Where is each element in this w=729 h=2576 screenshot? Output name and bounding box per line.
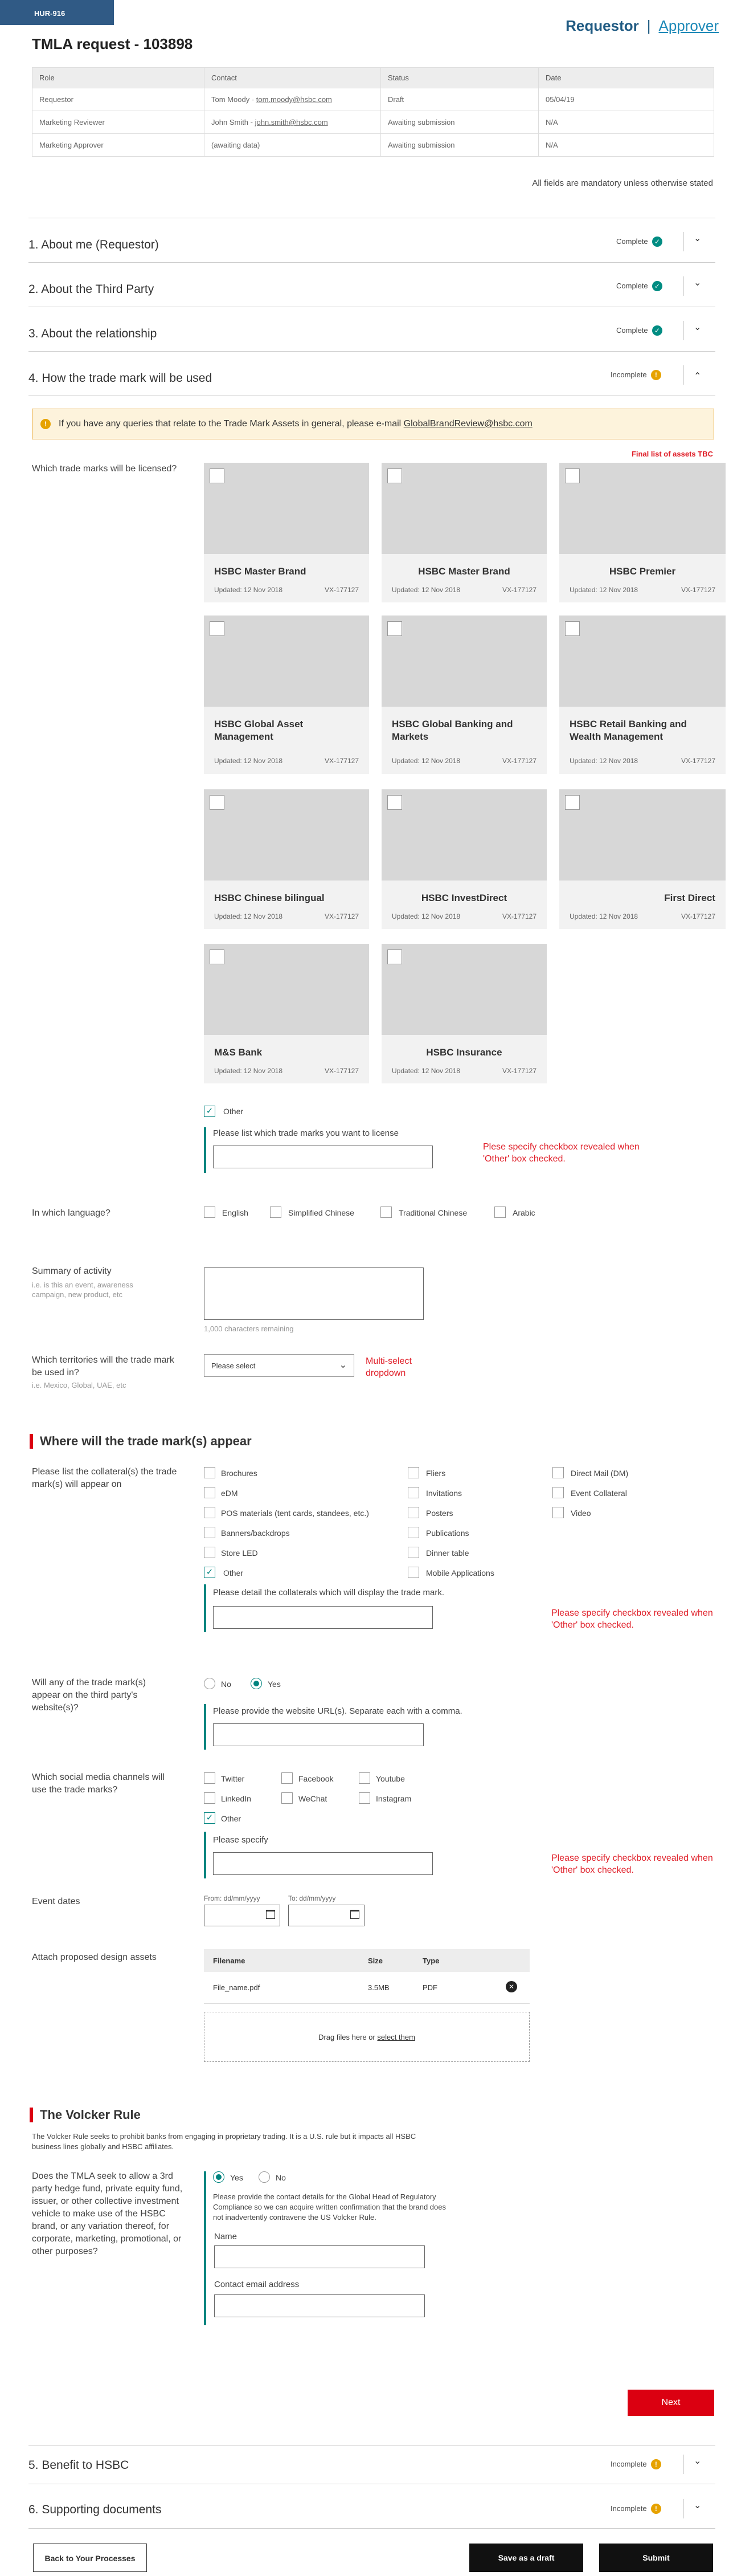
collateral-other-checkbox[interactable]: ✓ xyxy=(204,1567,215,1578)
col-type: Type xyxy=(423,1957,440,1965)
row-contact xyxy=(204,88,381,111)
collateral-checkbox[interactable] xyxy=(204,1547,215,1558)
status-text: Incomplete xyxy=(611,2460,647,2468)
section-2-title[interactable]: 2. About the Third Party xyxy=(28,283,154,296)
social-label: Youtube xyxy=(376,1774,405,1783)
divider xyxy=(28,2528,715,2529)
brand-review-email-link[interactable]: GlobalBrandReview@hsbc.com xyxy=(403,419,533,429)
collateral-checkbox[interactable] xyxy=(408,1567,419,1578)
trademark-code: VX-177127 xyxy=(502,586,536,594)
volcker-question: Does the TMLA seek to allow a 3rd party hedge fund, private equity fund, issuer, or other collective investment vehicle to make use of the HSBC brand, or any variation thereof, for corporate, marketing, promotional, or other purposes? xyxy=(32,2171,183,2256)
from-date-input[interactable] xyxy=(204,1905,280,1926)
section-2-status xyxy=(616,281,662,291)
select-files-link[interactable]: select them xyxy=(377,2033,415,2041)
trademark-code: VX-177127 xyxy=(681,912,715,920)
col-role: Role xyxy=(32,68,204,88)
trademark-code: VX-177127 xyxy=(324,1067,359,1075)
collateral-checkbox[interactable] xyxy=(552,1487,564,1498)
trademark-checkbox[interactable] xyxy=(565,468,580,483)
check-icon: ✓ xyxy=(652,237,662,247)
volcker-no-radio[interactable] xyxy=(259,2171,270,2183)
social-checkbox[interactable] xyxy=(204,1772,215,1784)
divider xyxy=(28,351,715,352)
trademark-name: HSBC Global Asset Management xyxy=(214,719,304,742)
trademark-card[interactable] xyxy=(382,463,547,602)
trademark-image xyxy=(382,463,547,554)
trademark-name: HSBC Retail Banking and Wealth Management xyxy=(570,719,687,742)
table-row xyxy=(32,88,714,111)
contact-email-input[interactable] xyxy=(214,2294,425,2317)
summary-question: Summary of activity xyxy=(32,1266,112,1276)
social-checkbox[interactable] xyxy=(359,1772,370,1784)
trademark-updated: Updated: 12 Nov 2018 xyxy=(214,912,283,920)
collateral-label: Banners/backdrops xyxy=(221,1529,290,1538)
collateral-checkbox[interactable] xyxy=(204,1487,215,1498)
website-url-input[interactable] xyxy=(213,1723,424,1746)
trademark-code: VX-177127 xyxy=(502,912,536,920)
collateral-detail-input[interactable] xyxy=(213,1606,433,1629)
row-role: Requestor xyxy=(32,88,204,111)
lang-english-checkbox[interactable] xyxy=(204,1207,215,1218)
volcker-no-label: No xyxy=(276,2173,286,2182)
social-question: Which social media channels will use the trade marks? xyxy=(32,1772,165,1795)
chevron-down-icon[interactable]: ⌄ xyxy=(694,2456,702,2466)
collateral-reveal-note: Please specify checkbox revealed when 'Other' box checked. xyxy=(551,1608,713,1630)
section-5-status xyxy=(611,2459,661,2469)
language-question: In which language? xyxy=(32,1208,110,1218)
collaterals-question: Please list the collateral(s) the trade mark(s) will appear on xyxy=(32,1467,177,1489)
trademark-updated: Updated: 12 Nov 2018 xyxy=(392,586,461,594)
row-date: 05/04/19 xyxy=(539,88,714,111)
chevron-down-icon[interactable]: ⌄ xyxy=(694,323,702,332)
trademark-image xyxy=(204,789,369,881)
chevron-down-icon: ⌄ xyxy=(339,1360,347,1370)
reveal-bar xyxy=(204,1832,206,1878)
status-text: Incomplete xyxy=(611,370,647,379)
social-label: Other xyxy=(221,1814,241,1823)
summary-hint: i.e. is this an event, awareness campaign, new product, etc xyxy=(32,1281,133,1299)
other-reveal-note: Plese specify checkbox revealed when 'Other' box checked. xyxy=(483,1142,640,1164)
warning-icon: ! xyxy=(40,419,51,429)
lang-traditional-label: Traditional Chinese xyxy=(399,1208,468,1217)
file-name: File_name.pdf xyxy=(213,1983,260,1992)
trademark-updated: Updated: 12 Nov 2018 xyxy=(392,1067,461,1075)
trademark-name: HSBC Master Brand xyxy=(418,566,510,577)
trademark-card[interactable] xyxy=(204,944,369,1083)
row-status: Draft xyxy=(381,88,539,111)
calendar-icon[interactable] xyxy=(266,1910,275,1919)
col-date: Date xyxy=(539,68,714,88)
trademark-card[interactable] xyxy=(559,616,726,774)
trademark-checkbox[interactable] xyxy=(210,621,224,636)
collateral-label: Publications xyxy=(426,1529,469,1538)
file-size: 3.5MB xyxy=(368,1983,390,1992)
social-checkbox[interactable] xyxy=(281,1772,293,1784)
next-button[interactable]: Next xyxy=(628,2390,714,2416)
collateral-label: eDM xyxy=(221,1489,238,1498)
approver-link[interactable]: Approver xyxy=(658,17,719,34)
attach-label: Attach proposed design assets xyxy=(32,1953,157,1962)
trademark-updated: Updated: 12 Nov 2018 xyxy=(392,757,461,765)
trademark-card[interactable] xyxy=(204,463,369,602)
table-row xyxy=(32,111,714,134)
role-switcher xyxy=(566,17,719,35)
collateral-label: Other xyxy=(223,1568,244,1578)
row-date: N/A xyxy=(539,111,714,134)
social-label: Twitter xyxy=(221,1774,245,1783)
collateral-label: Dinner table xyxy=(426,1548,469,1558)
trademarks-question: Which trade marks will be licensed? xyxy=(32,464,177,474)
status-text: Incomplete xyxy=(611,2504,647,2513)
where-heading: Where will the trade mark(s) appear xyxy=(40,1434,252,1448)
other-trademark-checkbox[interactable]: ✓ xyxy=(204,1106,215,1117)
trademark-card[interactable] xyxy=(559,463,726,602)
section-4-status xyxy=(611,370,661,380)
trademark-image xyxy=(204,616,369,707)
trademark-checkbox[interactable] xyxy=(210,468,224,483)
section-5-title[interactable]: 5. Benefit to HSBC xyxy=(28,2459,129,2472)
trademark-code: VX-177127 xyxy=(324,586,359,594)
contact-name: (awaiting data) xyxy=(211,141,260,149)
lang-english-label: English xyxy=(222,1208,248,1217)
trademark-image xyxy=(204,463,369,554)
trademark-checkbox[interactable] xyxy=(387,468,402,483)
to-label: To: dd/mm/yyyy xyxy=(288,1894,336,1902)
drop-instruction: Drag files here or xyxy=(318,2033,378,2041)
social-label: Facebook xyxy=(298,1774,334,1783)
trademark-image xyxy=(382,789,547,881)
divider xyxy=(683,232,684,251)
territories-question: Which territories will the trade mark be used in? xyxy=(32,1355,174,1377)
remove-file-icon[interactable]: ✕ xyxy=(506,1981,517,1992)
row-role: Marketing Reviewer xyxy=(32,111,204,134)
collateral-checkbox[interactable] xyxy=(408,1467,419,1478)
trademark-checkbox[interactable] xyxy=(387,621,402,636)
contact-name: John Smith - xyxy=(211,118,255,127)
contact-email-label: Contact email address xyxy=(214,2280,300,2289)
summary-textarea[interactable] xyxy=(204,1267,424,1320)
requestor-link[interactable]: Requestor xyxy=(566,17,639,34)
collateral-checkbox[interactable] xyxy=(552,1467,564,1478)
volcker-heading: The Volcker Rule xyxy=(40,2108,141,2122)
save-draft-button[interactable]: Save as a draft xyxy=(469,2544,583,2572)
trademark-image xyxy=(559,463,726,554)
warning-icon: ! xyxy=(651,2504,661,2514)
chevron-down-icon[interactable]: ⌄ xyxy=(694,234,702,243)
section-1-status xyxy=(616,237,662,247)
trademark-name: HSBC Premier xyxy=(609,566,676,577)
contact-email-link[interactable]: john.smith@hsbc.com xyxy=(255,118,328,127)
other-label: Other xyxy=(223,1107,244,1116)
file-row xyxy=(204,1972,530,2004)
divider xyxy=(683,2455,684,2474)
chevron-down-icon[interactable]: ⌄ xyxy=(694,2501,702,2510)
trademark-name: First Direct xyxy=(664,892,715,903)
trademark-image xyxy=(559,616,726,707)
contact-name-label: Name xyxy=(214,2232,237,2241)
volcker-prompt: Please provide the contact details for the Global Head of Regulatory Compliance so we can acquire written confirmation that the brand does not inadvertently contravene the US Volcker Rule. xyxy=(213,2192,446,2222)
from-label: From: dd/mm/yyyy xyxy=(204,1894,260,1902)
divider xyxy=(28,262,715,263)
other-trademarks-prompt: Please list which trade marks you want to license xyxy=(213,1128,399,1138)
collateral-label: Invitations xyxy=(426,1489,462,1498)
file-drop-zone[interactable] xyxy=(204,2012,530,2062)
divider xyxy=(683,2499,684,2518)
trademark-name: HSBC Chinese bilingual xyxy=(214,892,325,903)
event-dates-label: Event dates xyxy=(32,1897,80,1906)
section-6-status xyxy=(611,2504,661,2514)
social-prompt: Please specify xyxy=(213,1835,268,1845)
final-list-note: Final list of assets TBC xyxy=(631,450,713,458)
section-1-title[interactable]: 1. About me (Requestor) xyxy=(28,238,159,251)
reveal-bar xyxy=(204,1704,206,1750)
trademark-checkbox[interactable] xyxy=(210,795,224,810)
status-text: Complete xyxy=(616,326,648,335)
col-status: Status xyxy=(381,68,539,88)
role-separator: | xyxy=(646,17,651,34)
trademark-name: M&S Bank xyxy=(214,1047,263,1058)
trademark-name: HSBC Global Banking and Markets xyxy=(392,719,513,742)
territories-note: Multi-select dropdown xyxy=(366,1356,412,1378)
section-accent-bar xyxy=(30,1434,33,1449)
trademark-image xyxy=(559,789,726,881)
col-contact: Contact xyxy=(204,68,381,88)
lang-simplified-label: Simplified Chinese xyxy=(288,1208,354,1217)
lang-simplified-checkbox[interactable] xyxy=(270,1207,281,1218)
collateral-label: Store LED xyxy=(221,1548,258,1558)
trademark-updated: Updated: 12 Nov 2018 xyxy=(570,912,638,920)
page-title: TMLA request - 103898 xyxy=(32,35,193,52)
submit-button[interactable]: Submit xyxy=(599,2544,713,2572)
territories-placeholder: Please select xyxy=(211,1362,256,1370)
trademark-updated: Updated: 12 Nov 2018 xyxy=(570,586,638,594)
row-contact xyxy=(204,134,381,157)
social-label: Instagram xyxy=(376,1794,412,1803)
reveal-bar xyxy=(204,1584,206,1632)
collateral-checkbox[interactable] xyxy=(408,1487,419,1498)
warning-icon: ! xyxy=(651,2459,661,2469)
section-4-title[interactable]: 4. How the trade mark will be used xyxy=(28,372,212,385)
collateral-checkbox[interactable] xyxy=(408,1527,419,1538)
check-icon: ✓ xyxy=(652,281,662,291)
trademark-name: HSBC Insurance xyxy=(426,1047,502,1058)
file-table-header xyxy=(204,1949,530,1972)
trademark-updated: Updated: 12 Nov 2018 xyxy=(214,1067,283,1075)
collateral-label: Video xyxy=(571,1509,591,1518)
row-status: Awaiting submission xyxy=(381,111,539,134)
mandatory-note: All fields are mandatory unless otherwise stated xyxy=(532,178,713,188)
collateral-label: Fliers xyxy=(426,1469,446,1478)
volcker-yes-radio[interactable] xyxy=(213,2171,224,2183)
status-text: Complete xyxy=(616,282,648,290)
divider xyxy=(683,321,684,340)
collateral-label: POS materials (tent cards, standees, etc.) xyxy=(221,1509,369,1518)
trademark-image xyxy=(382,616,547,707)
queries-notice xyxy=(32,409,714,439)
collateral-label: Event Collateral xyxy=(571,1489,627,1498)
social-other-checkbox[interactable]: ✓ xyxy=(204,1812,215,1824)
collateral-label: Posters xyxy=(426,1509,453,1518)
status-text: Complete xyxy=(616,237,648,246)
notice-text: If you have any queries that relate to the Trade Mark Assets in general, please e-mail xyxy=(59,419,404,429)
collateral-checkbox[interactable] xyxy=(204,1507,215,1518)
website-yes-radio[interactable] xyxy=(251,1678,262,1689)
territories-hint: i.e. Mexico, Global, UAE, etc xyxy=(32,1381,126,1389)
volcker-description: The Volcker Rule seeks to prohibit banks from engaging in proprietary trading. It is a U.S. rule but it impacts all HSBC business lines globally and HSBC affiliates. xyxy=(32,2132,416,2151)
trademark-name: HSBC Master Brand xyxy=(214,566,306,577)
volcker-yes-label: Yes xyxy=(230,2173,243,2182)
trademark-checkbox[interactable] xyxy=(387,795,402,810)
row-status: Awaiting submission xyxy=(381,134,539,157)
file-type: PDF xyxy=(423,1983,437,1992)
row-contact xyxy=(204,111,381,134)
to-date-input[interactable] xyxy=(288,1905,364,1926)
social-label: WeChat xyxy=(298,1794,327,1803)
col-size: Size xyxy=(368,1957,383,1965)
trademark-updated: Updated: 12 Nov 2018 xyxy=(570,757,638,765)
collateral-checkbox[interactable] xyxy=(408,1547,419,1558)
request-id-tag: HUR-916 xyxy=(0,0,114,25)
contact-email-link[interactable]: tom.moody@hsbc.com xyxy=(256,95,332,104)
website-question: Will any of the trade mark(s) appear on the third party's website(s)? xyxy=(32,1678,146,1713)
trademark-card[interactable] xyxy=(559,789,726,929)
collateral-checkbox[interactable] xyxy=(204,1527,215,1538)
trademark-code: VX-177127 xyxy=(502,1067,536,1075)
back-button[interactable]: Back to Your Processes xyxy=(33,2544,147,2572)
trademark-code: VX-177127 xyxy=(502,757,536,765)
website-prompt: Please provide the website URL(s). Separate each with a comma. xyxy=(213,1706,462,1716)
table-row xyxy=(32,134,714,157)
territories-select[interactable] xyxy=(204,1354,354,1377)
trademark-card[interactable] xyxy=(382,616,547,774)
trademark-card[interactable] xyxy=(204,616,369,774)
lang-arabic-checkbox[interactable] xyxy=(494,1207,506,1218)
row-role: Marketing Approver xyxy=(32,134,204,157)
collateral-checkbox[interactable] xyxy=(552,1507,564,1518)
warning-icon: ! xyxy=(651,370,661,380)
trademark-image xyxy=(382,944,547,1035)
website-yes-label: Yes xyxy=(268,1680,281,1689)
collateral-detail-prompt: Please detail the collaterals which will display the trade mark. xyxy=(213,1588,445,1597)
collateral-label: Direct Mail (DM) xyxy=(571,1469,629,1478)
calendar-icon[interactable] xyxy=(350,1910,359,1919)
trademark-checkbox[interactable] xyxy=(565,621,580,636)
contact-name-input[interactable] xyxy=(214,2245,425,2268)
trademark-card[interactable] xyxy=(382,944,547,1083)
reveal-bar xyxy=(204,2171,206,2325)
divider xyxy=(683,276,684,296)
social-checkbox[interactable] xyxy=(281,1792,293,1804)
collateral-label: Brochures xyxy=(221,1469,257,1478)
trademark-card[interactable] xyxy=(204,789,369,929)
other-trademarks-input[interactable] xyxy=(213,1146,433,1168)
collateral-checkbox[interactable] xyxy=(204,1467,215,1478)
trademark-image xyxy=(204,944,369,1035)
website-no-label: No xyxy=(221,1680,231,1689)
reveal-bar xyxy=(204,1127,206,1173)
chevron-up-icon[interactable]: ⌃ xyxy=(694,372,702,381)
lang-arabic-label: Arabic xyxy=(513,1208,535,1217)
trademark-code: VX-177127 xyxy=(324,757,359,765)
section-3-status xyxy=(616,325,662,336)
social-checkbox[interactable] xyxy=(204,1792,215,1804)
trademark-updated: Updated: 12 Nov 2018 xyxy=(214,586,283,594)
social-label: LinkedIn xyxy=(221,1794,251,1803)
social-checkbox[interactable] xyxy=(359,1792,370,1804)
trademark-checkbox[interactable] xyxy=(565,795,580,810)
lang-traditional-checkbox[interactable] xyxy=(380,1207,392,1218)
summary-counter: 1,000 characters remaining xyxy=(204,1324,294,1333)
trademark-code: VX-177127 xyxy=(324,912,359,920)
trademark-code: VX-177127 xyxy=(681,586,715,594)
collateral-label: Mobile Applications xyxy=(426,1568,494,1578)
contact-name: Tom Moody - xyxy=(211,95,256,104)
status-table xyxy=(32,67,714,157)
trademark-checkbox[interactable] xyxy=(387,949,402,964)
drop-text xyxy=(204,2033,529,2041)
chevron-down-icon[interactable]: ⌄ xyxy=(694,278,702,288)
section-accent-bar xyxy=(30,2108,33,2122)
section-6-title[interactable]: 6. Supporting documents xyxy=(28,2503,162,2516)
social-reveal-note: Please specify checkbox revealed when 'Other' box checked. xyxy=(551,1853,713,1875)
trademark-code: VX-177127 xyxy=(681,757,715,765)
trademark-checkbox[interactable] xyxy=(210,949,224,964)
check-icon: ✓ xyxy=(652,325,662,336)
trademark-name: HSBC InvestDirect xyxy=(421,892,507,903)
trademark-updated: Updated: 12 Nov 2018 xyxy=(214,757,283,765)
section-3-title[interactable]: 3. About the relationship xyxy=(28,327,157,340)
social-other-input[interactable] xyxy=(213,1852,433,1875)
website-no-radio[interactable] xyxy=(204,1678,215,1689)
row-date: N/A xyxy=(539,134,714,157)
col-filename: Filename xyxy=(213,1957,245,1965)
trademark-card[interactable] xyxy=(382,789,547,929)
trademark-updated: Updated: 12 Nov 2018 xyxy=(392,912,461,920)
collateral-checkbox[interactable] xyxy=(408,1507,419,1518)
divider xyxy=(683,365,684,385)
